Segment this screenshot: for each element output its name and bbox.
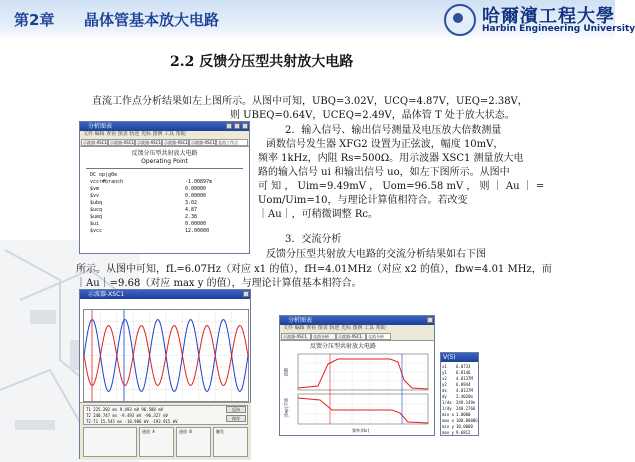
- op-row-name: $ui: [90, 221, 100, 227]
- tab-operating-point[interactable]: 直流工作点: [216, 139, 248, 146]
- paragraph-measure-line: 函数信号发生器 XFG2 设置为正弦波，幅度 10mV，: [266, 139, 504, 150]
- cursor-key: min y: [442, 424, 455, 429]
- menu-bar[interactable]: 文件 编辑 查看 图表 轨迹 光标 图例 工具 帮助: [80, 131, 249, 138]
- op-row-value: 3.02: [185, 200, 198, 206]
- window-title-bar: [80, 290, 250, 299]
- table-divider: [86, 168, 243, 169]
- cursor-key: max x: [442, 418, 455, 423]
- op-row-name: vccr#branch: [90, 179, 124, 185]
- tab-scope[interactable]: 示波器-XSC1: [336, 333, 366, 340]
- cursor-value: 6.8146: [456, 370, 471, 375]
- trigger-box[interactable]: [213, 427, 248, 457]
- paragraph-ac-line: 所示。从图中可知，fL=6.07Hz（对应 x1 的值），fH=4.01MHz（对应 x2 的值），fbw=4.01 MHz，而: [76, 264, 552, 275]
- op-row-value: 0.00000: [185, 193, 207, 199]
- paragraph-dc-result-line1: 直流工作点分析结果如左上图所示。从图中可知，UBQ=3.02V，UCQ=4.87V，UEQ=2.38V，: [92, 96, 528, 107]
- op-row-name: $ueq: [90, 214, 103, 220]
- bode-caption: 反馈分压型共射放大电路: [310, 343, 377, 350]
- paragraph-measure-line: 频率 1kHz，内阻 Rs=500Ω。用示波器 XSC1 测量放大电: [258, 153, 524, 164]
- timebase-box[interactable]: [83, 427, 137, 457]
- chapter-number: 第2章: [14, 11, 55, 29]
- tab-scope[interactable]: 示波器-XSC1: [137, 140, 162, 145]
- channel-a-box[interactable]: [139, 427, 174, 457]
- cursor-value: 249.149n: [456, 400, 476, 405]
- minimize-button[interactable]: [226, 123, 232, 129]
- cursor-key: min x: [442, 412, 455, 417]
- menu-bar[interactable]: 文件 编辑 查看 图表 轨迹 光标 图例 工具 帮助: [280, 325, 434, 332]
- cursor-value: 100.0000G: [456, 418, 478, 423]
- op-row-name: $vm: [90, 186, 100, 192]
- save-button[interactable]: 保存: [226, 415, 246, 422]
- window-title-bar: [80, 122, 249, 131]
- window-title: V(5): [443, 354, 456, 361]
- channel-a-label: 通道 A: [142, 429, 155, 434]
- window-title-bar: [280, 316, 434, 325]
- tab-ac[interactable]: 交流分析: [311, 333, 336, 340]
- paragraph-measure-line: ｜Au｜，可稍微调整 Rc。: [258, 209, 378, 220]
- cursor-key: 1/dx: [442, 400, 452, 405]
- cursor-key: y2: [442, 382, 447, 387]
- op-caption-title: 反馈分压型共射放大电路: [131, 150, 198, 157]
- maximize-button[interactable]: [234, 123, 240, 129]
- tab-scope[interactable]: 示波器-XSC1: [164, 140, 189, 145]
- window-title: 示波器-XSC1: [88, 291, 125, 298]
- op-row-value: 4.87: [185, 207, 198, 213]
- op-row-value: 12.00000: [185, 228, 210, 234]
- scope-display: [83, 309, 249, 402]
- oscilloscope-window: [79, 289, 251, 459]
- cursor-readout-box: [83, 405, 248, 425]
- tab-scope[interactable]: 示波器-XSC1: [281, 333, 311, 340]
- bode-ylabel-top: 幅值: [284, 368, 289, 376]
- op-row-name: DC op|g0e: [90, 172, 118, 178]
- op-row-value: 2.38: [185, 214, 198, 220]
- cursor-key: y1: [442, 370, 447, 375]
- cursor-values-window: [440, 352, 479, 436]
- cursor-value: 2.4026m: [456, 394, 473, 399]
- university-emblem-icon: [444, 4, 476, 36]
- op-caption-subtitle: Operating Point: [141, 158, 188, 165]
- paragraph-ac-line: 反馈分压型共射放大电路的交流分析结果如右下图: [266, 249, 486, 260]
- tab-scope[interactable]: 示波器-XSC1: [110, 140, 135, 145]
- cursor-value: 240.2766: [456, 406, 476, 411]
- paragraph-ac-heading: 3．交流分析: [285, 234, 342, 245]
- paragraph-measure-line: 路的输入信号 ui 和输出信号 uo，如左下图所示。从图中: [258, 167, 510, 178]
- channel-b-label: 通道 B: [179, 429, 192, 434]
- paragraph-measure-line: Uom/Uim=10，与理论计算值相符合。若改变: [258, 195, 468, 206]
- cursor-value: 6.8944: [456, 382, 471, 387]
- logo-chinese-text: 哈爾濱工程大學: [482, 6, 615, 27]
- close-button[interactable]: [243, 291, 249, 297]
- tab-strip: [80, 138, 249, 147]
- paragraph-dc-result-line2: 则 UBEQ=0.64V，UCEQ=2.49V，晶体管 T 处于放大状态。: [230, 110, 515, 121]
- cursor-value: 4.0137M: [456, 376, 473, 381]
- cursor-key: x1: [442, 364, 447, 369]
- operating-point-window: [79, 121, 250, 254]
- bode-xlabel: 频率(Hz): [352, 428, 370, 433]
- university-logo: [444, 2, 635, 40]
- op-row-value: 0.00000: [185, 221, 207, 227]
- bode-plot-graphic: [280, 350, 434, 435]
- channel-b-box[interactable]: [176, 427, 211, 457]
- close-button[interactable]: [427, 317, 433, 323]
- window-title: 分析图表: [88, 123, 113, 130]
- reverse-button[interactable]: 反向: [226, 406, 246, 413]
- close-button[interactable]: [242, 123, 248, 129]
- cursor-value: 1.0000: [456, 412, 471, 417]
- readout-diff: T2-T1 15.545 ms -18.986 mV -192.915 mV: [86, 419, 178, 424]
- op-row-name: $ucq: [90, 207, 103, 213]
- op-row-name: $ubq: [90, 200, 103, 206]
- readout-t2: T2 240.747 ms -9.493 mV -96.327 mV: [86, 413, 168, 418]
- cursor-value: 9.6812: [456, 430, 471, 435]
- paragraph-measure-heading: 2．输入信号、输出信号测量及电压放大倍数测量: [285, 125, 502, 136]
- trigger-label: 触发: [216, 429, 224, 434]
- tab-strip: [280, 332, 434, 341]
- scope-waveform-graphic: [84, 310, 248, 401]
- window-title: 分析图表: [288, 317, 313, 324]
- cursor-key: 1/dy: [442, 406, 452, 411]
- tab-scope[interactable]: 示波器-XSC1: [191, 140, 216, 145]
- scope-control-panel: [80, 402, 251, 460]
- tab-scope[interactable]: 示波器-XSC1: [83, 140, 108, 145]
- cursor-value: 6.0733: [456, 364, 471, 369]
- cursor-value: 10.0000: [456, 424, 473, 429]
- cursor-key: x2: [442, 376, 447, 381]
- op-row-value: 0.00000: [185, 186, 207, 192]
- cursor-value: 4.0137M: [456, 388, 473, 393]
- readout-t1: T1 225.202 ms 9.493 mV 96.588 mV: [86, 407, 164, 412]
- op-row-value: -1.00897m: [185, 179, 213, 185]
- paragraph-measure-line: 可 知 ， Uim=9.49mV ， Uom=96.58 mV ， 则 ｜ Au ｜ =: [258, 181, 545, 192]
- window-title-bar: [441, 353, 478, 362]
- cursor-key: dy: [442, 394, 447, 399]
- tab-ac[interactable]: 交流分析: [366, 333, 391, 340]
- section-title: 2.2 反馈分压型共射放大电路: [170, 54, 354, 70]
- cursor-key: dx: [442, 388, 447, 393]
- op-row-name: $vv: [90, 193, 100, 199]
- cursor-key: max y: [442, 430, 455, 435]
- op-row-name: $vcc: [90, 228, 103, 234]
- logo-english-text: Harbin Engineering University: [482, 24, 635, 34]
- paragraph-ac-line: ｜Au｜=9.68（对应 max y 的值），与理论计算值基本相符合。: [76, 278, 362, 289]
- bode-ylabel-bottom: 相位(deg): [284, 398, 289, 419]
- ac-analysis-window: [279, 315, 435, 436]
- chapter-title: 晶体管基本放大电路: [84, 11, 220, 29]
